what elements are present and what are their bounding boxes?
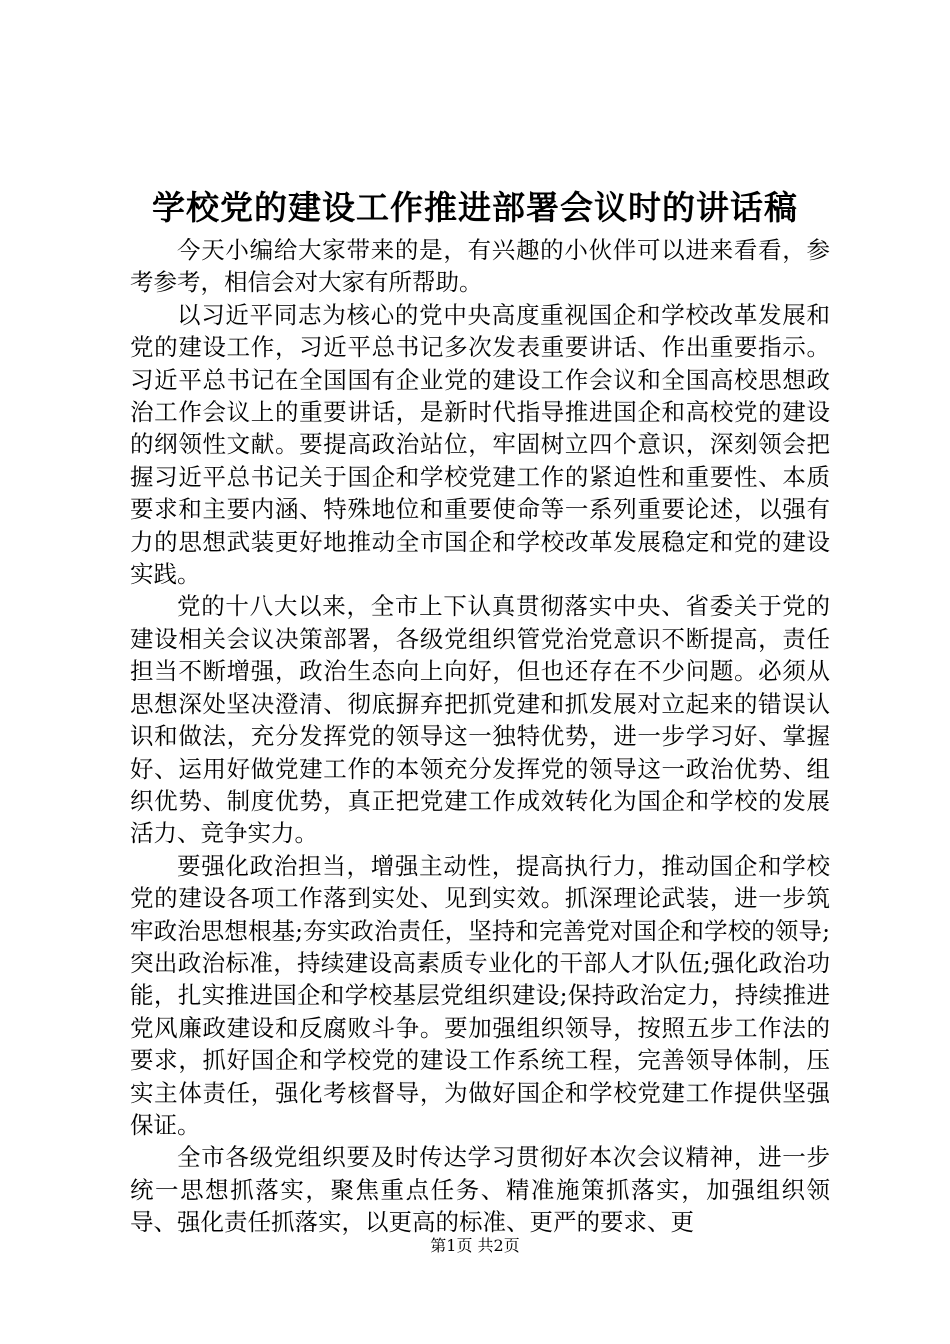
- paragraph-central-leadership: 以习近平同志为核心的党中央高度重视国企和学校改革发展和党的建设工作，习近平总书记多次发表重要讲话、作出重要指示。习近平总书记在全国国有企业党的建设工作会议和全国高校思想政治工作会议上的重要讲话，是新时代指导推进国企和高校党的建设的纲领性文献。要提高政治站位，牢固树立四个意识，深刻领会把握习近平总书记关于国企和学校党建工作的紧迫性和重要性、本质要求和主要内涵、特殊地位和重要使命等一系列重要论述，以强有力的思想武装更好地推动全市国企和学校改革发展稳定和党的建设实践。: [130, 300, 830, 589]
- page-footer: 第1页 共2页: [430, 1236, 520, 1255]
- paragraph-implementation: 全市各级党组织要及时传达学习贯彻好本次会议精神，进一步统一思想抓落实，聚焦重点任务、精准施策抓落实，加强组织领导、强化责任抓落实，以更高的标准、更严的要求、更: [130, 1143, 830, 1237]
- page-title: 学校党的建设工作推进部署会议时的讲话稿: [152, 188, 798, 227]
- document-body: [130, 234, 830, 1239]
- paragraph-since-18th-congress: 党的十八大以来，全市上下认真贯彻落实中央、省委关于党的建设相关会议决策部署，各级党组织管党治党意识不断提高，责任担当不断增强，政治生态向上向好，但也还存在不少问题。必须从思想深处坚决澄清、彻底摒弃把抓党建和抓发展对立起来的错误认识和做法，充分发挥党的领导这一独特优势，进一步学习好、掌握好、运用好做党建工作的本领充分发挥党的领导这一政治优势、组织优势、制度优势，真正把党建工作成效转化为国企和学校的发展活力、竞争实力。: [130, 592, 830, 848]
- paragraph-political-responsibility: 要强化政治担当，增强主动性，提高执行力，推动国企和学校党的建设各项工作落到实处、见到实效。抓深理论武装，进一步筑牢政治思想根基;夯实政治责任，坚持和完善党对国企和学校的领导;突出政治标准，持续建设高素质专业化的干部人才队伍;强化政治功能，扎实推进国企和学校基层党组织建设;保持政治定力，持续推进党风廉政建设和反腐败斗争。要加强组织领导，按照五步工作法的要求，抓好国企和学校党的建设工作系统工程，完善领导体制，压实主体责任，强化考核督导，为做好国企和学校党建工作提供坚强保证。: [130, 851, 830, 1139]
- paragraph-intro: 今天小编给大家带来的是，有兴趣的小伙伴可以进来看看，参考参考，相信会对大家有所帮助。: [130, 236, 830, 297]
